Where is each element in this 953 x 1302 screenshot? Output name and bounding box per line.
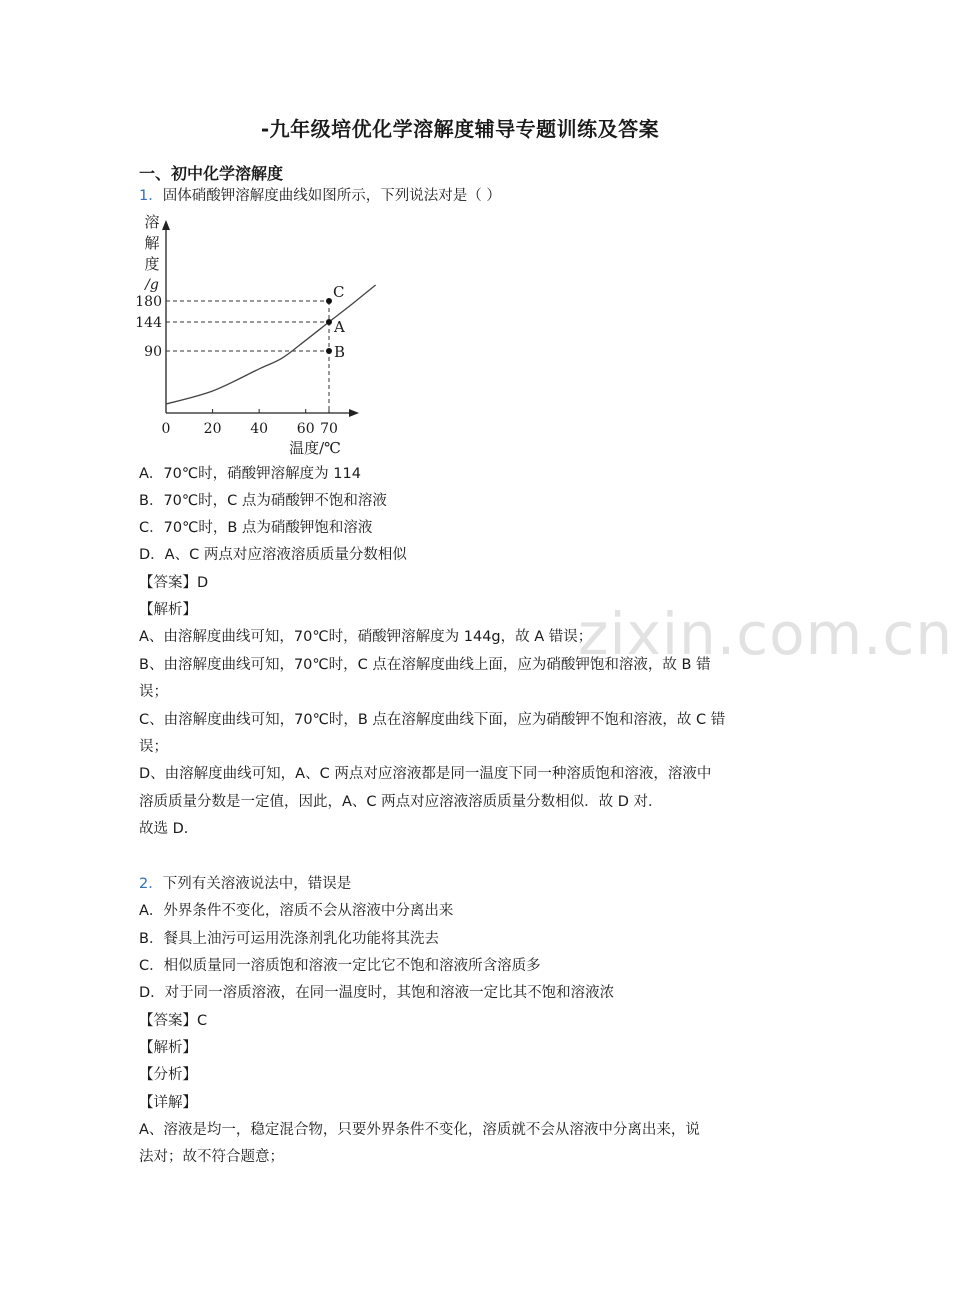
q1-conclusion: 故选 D． <box>139 821 199 837</box>
q2-option-c: C．相似质量同一溶质饱和溶液一定比它不饱和溶液所含溶质多 <box>139 958 541 974</box>
ylabel-char-1: 溶 <box>144 213 160 231</box>
q1-analysis-line: D、由溶解度曲线可知，A、C 两点对应溶液都是同一温度下同一种溶质饱和溶液，溶液中 <box>139 766 712 782</box>
page-title: -九年级培优化学溶解度辅导专题训练及答案 <box>260 117 660 141</box>
x-axis-label: 温度/℃ <box>289 439 341 457</box>
point-b <box>326 348 332 354</box>
q1-number: 1． <box>139 188 163 204</box>
q2-analysis-label: 【解析】 <box>139 1040 197 1056</box>
point-a <box>326 319 332 325</box>
x-tick-label: 40 <box>250 421 269 437</box>
q1-analysis-line: 误； <box>139 684 168 700</box>
q2-option-d: D．对于同一溶质溶液，在同一温度时，其饱和溶液一定比其不饱和溶液浓 <box>139 985 615 1001</box>
q1-stem: 固体硝酸钾溶解度曲线如图所示，下列说法对是（ ） <box>162 188 501 204</box>
x-tick-label: 0 <box>161 421 171 437</box>
q1-analysis-line: 溶质质量分数是一定值，因此，A、C 两点对应溶液溶质质量分数相似．故 D 对． <box>139 794 663 810</box>
q2-answer: 【答案】C <box>139 1013 208 1029</box>
q2-xiangjie-label: 【详解】 <box>139 1095 197 1111</box>
q1-analysis-line: C、由溶解度曲线可知，70℃时，B 点在溶解度曲线下面，应为硝酸钾不饱和溶液，故 C 错 <box>139 712 726 728</box>
q2-option-a: A．外界条件不变化，溶质不会从溶液中分离出来 <box>139 903 454 919</box>
q2-fenxi-label: 【分析】 <box>139 1067 197 1083</box>
y-axis-label <box>143 213 159 293</box>
q2-stem-line <box>139 874 351 894</box>
ylabel-char-2: 解 <box>144 234 160 252</box>
y-axis-arrow <box>162 220 170 230</box>
q1-analysis-line: 误； <box>139 739 168 755</box>
q1-analysis-line: A、由溶解度曲线可知，70℃时，硝酸钾溶解度为 144g，故 A 错误； <box>139 629 593 645</box>
q1-option-c: C．70℃时，B 点为硝酸钾饱和溶液 <box>139 520 373 536</box>
y-tick-label: 144 <box>135 315 162 331</box>
ylabel-char-4: /g <box>145 277 159 293</box>
q1-option-a: A．70℃时，硝酸钾溶解度为 114 <box>139 466 361 482</box>
ylabel-char-3: 度 <box>144 255 160 273</box>
q1-analysis-line: B、由溶解度曲线可知，70℃时，C 点在溶解度曲线上面，应为硝酸钾饱和溶液，故 B 错 <box>139 657 711 673</box>
q2-stem: 下列有关溶液说法中，错误是 <box>162 876 352 892</box>
watermark: zixin.com.cn <box>578 600 953 668</box>
q1-stem-line <box>139 186 501 206</box>
q2-number: 2． <box>139 876 163 892</box>
q2-option-b: B．餐具上油污可运用洗涤剂乳化功能将其洗去 <box>139 931 439 947</box>
x-tick-label: 70 <box>320 421 338 437</box>
q2-detail-line: A、溶液是均一，稳定混合物，只要外界条件不变化，溶质就不会从溶液中分离出来，说 <box>139 1122 700 1138</box>
q2-detail-line: 法对；故不符合题意； <box>139 1149 284 1165</box>
solubility-chart <box>135 210 389 460</box>
point-label-c: C <box>333 283 345 301</box>
q1-answer: 【答案】D <box>139 575 209 591</box>
section-heading: 一、初中化学溶解度 <box>139 164 284 183</box>
q1-option-b: B．70℃时，C 点为硝酸钾不饱和溶液 <box>139 493 387 509</box>
q1-analysis-label: 【解析】 <box>139 602 197 618</box>
y-tick-label: 90 <box>144 344 162 360</box>
x-axis-arrow <box>349 409 359 417</box>
q1-option-d: D．A、C 两点对应溶液溶质质量分数相似 <box>139 547 407 563</box>
x-tick-label: 20 <box>203 421 222 437</box>
point-label-a: A <box>334 318 345 336</box>
point-label-b: B <box>334 343 346 361</box>
y-tick-label: 180 <box>135 294 162 310</box>
point-c <box>326 298 332 304</box>
x-tick-label: 60 <box>296 421 315 437</box>
